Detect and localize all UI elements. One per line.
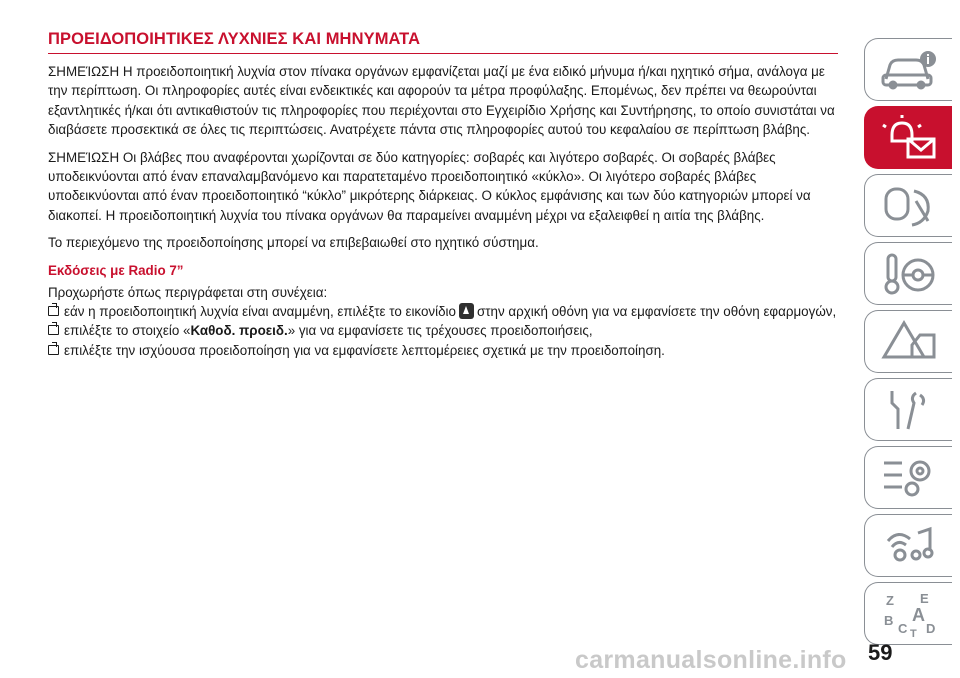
note-paragraph-1: ΣΗΜΕΊΩΣΗ Η προειδοποιητική λυχνία στον πίνακα οργάνων εμφανίζεται μαζί με ένα ειδικό μήνυμα ή/και ηχητικό σήμα, ανάλογα με την περίπτωση. Οι πληροφορίες αυτές είναι ενδεικτικές και αφορούν τα μέτρα προφύλαξης. Επομένως, δεν πρέπει να θεωρούνται εξαντλητικές ή/και ότι αντικαθιστούν τις πληροφορίες που περιέχονται στο Εγχειρίδιο Χρήσης και Συντήρησης, το οποίο συνιστάται να διαβάσετε προσεκτικά σε όλες τις περιπτώσεις. Ανατρέχετε πάντα στις πληροφορίες αυτού του κεφαλαίου σε περίπτωση βλάβης. [48,64,835,138]
starting-driving-icon [878,249,940,299]
intro-text: Προχωρήστε όπως περιγράφεται στη συνέχεια: [48,284,328,300]
paragraph-3: Το περιεχόμενο της προειδοποίησης μπορεί να επιβεβαιωθεί στο ηχητικό σύστημα. [48,235,539,251]
bullet-item-1 [48,302,838,321]
section-title: ΠΡΟΕΙΔΟΠΟΙΗΤΙΚΕΣ ΛΥΧΝΙΕΣ ΚΑΙ ΜΗΝΥΜΑΤΑ [48,30,838,54]
bullet-3-text: επιλέξτε την ισχύουσα προειδοποίηση για να εμφανίσετε λεπτομέρειες σχετικά με την προειδοποίηση. [64,342,665,358]
tab-safety[interactable] [864,174,952,237]
index-icon [878,589,940,639]
bullet-2-text-b: » για να εμφανίσετε τις τρέχουσες προειδοποιήσεις, [287,323,593,339]
bullet-1-text-a: εάν η προειδοποιητική λυχνία είναι αναμμένη, επιλέξτε το εικονίδιο [64,304,456,320]
tab-technical-data[interactable] [864,446,952,509]
tab-emergency[interactable] [864,310,952,373]
app-icon [459,303,474,319]
safety-icon [878,181,940,231]
menu-item-name: Καθοδ. προειδ. [190,323,288,339]
bullet-1-text-b: στην αρχική οθόνη για να εμφανίσετε την οθόνη εφαρμογών, [476,304,837,320]
technical-data-icon [878,453,940,503]
index-letter: B [883,612,893,628]
maintenance-icon [878,385,940,435]
chapter-tabs [864,38,952,650]
index-letter: Z [885,592,894,608]
bullet-2-text-a: επιλέξτε το στοιχείο « [64,323,191,339]
index-letter: T [909,627,917,639]
index-letter: D [925,620,935,636]
tab-maintenance[interactable] [864,378,952,441]
tab-index[interactable] [864,582,952,645]
watermark: carmanualsonline.info [575,646,847,674]
tab-multimedia[interactable] [864,514,952,577]
main-content [48,30,838,368]
note-paragraph-2: ΣΗΜΕΊΩΣΗ Οι βλάβες που αναφέρονται χωρίζονται σε δύο κατηγορίες: σοβαρές και λιγότερο σοβαρές. Οι σοβαρές βλάβες υποδεικνύονται από έναν επαναλαμβανόμενο και παρατεταμένο προειδοποιητικό «κύκλο». Οι λιγότερο σοβαρές βλάβες υποδεικνύονται από έναν προειδοποιητικό “κύκλο” μικρότερης διάρκειας. Ο κύκλος εμφάνισης και των δύο κατηγοριών μπορεί να διακοπεί. Η προειδοποιητική λυχνία του πίνακα οργάνων θα παραμείνει αναμμένη μέχρι να εξαλειφθεί η αιτία της βλάβης. [48,149,811,223]
tab-car-info[interactable] [864,38,952,101]
index-letter: E [919,590,929,606]
tab-warning-lights[interactable] [864,106,952,169]
bullet-item-3 [48,341,838,360]
subheading: Εκδόσεις με Radio 7” [48,262,184,278]
bullet-arrow-icon [48,325,59,335]
warning-lights-icon [878,113,940,163]
tab-starting-driving[interactable] [864,242,952,305]
multimedia-icon [878,521,940,571]
emergency-icon [878,317,940,367]
index-letter: C [897,620,907,636]
bullet-arrow-icon [48,306,59,316]
bullet-arrow-icon [48,345,59,355]
page-number: 59 [868,640,893,665]
index-letter: A [911,604,925,625]
car-info-icon [878,45,940,95]
bullet-item-2 [48,321,838,340]
